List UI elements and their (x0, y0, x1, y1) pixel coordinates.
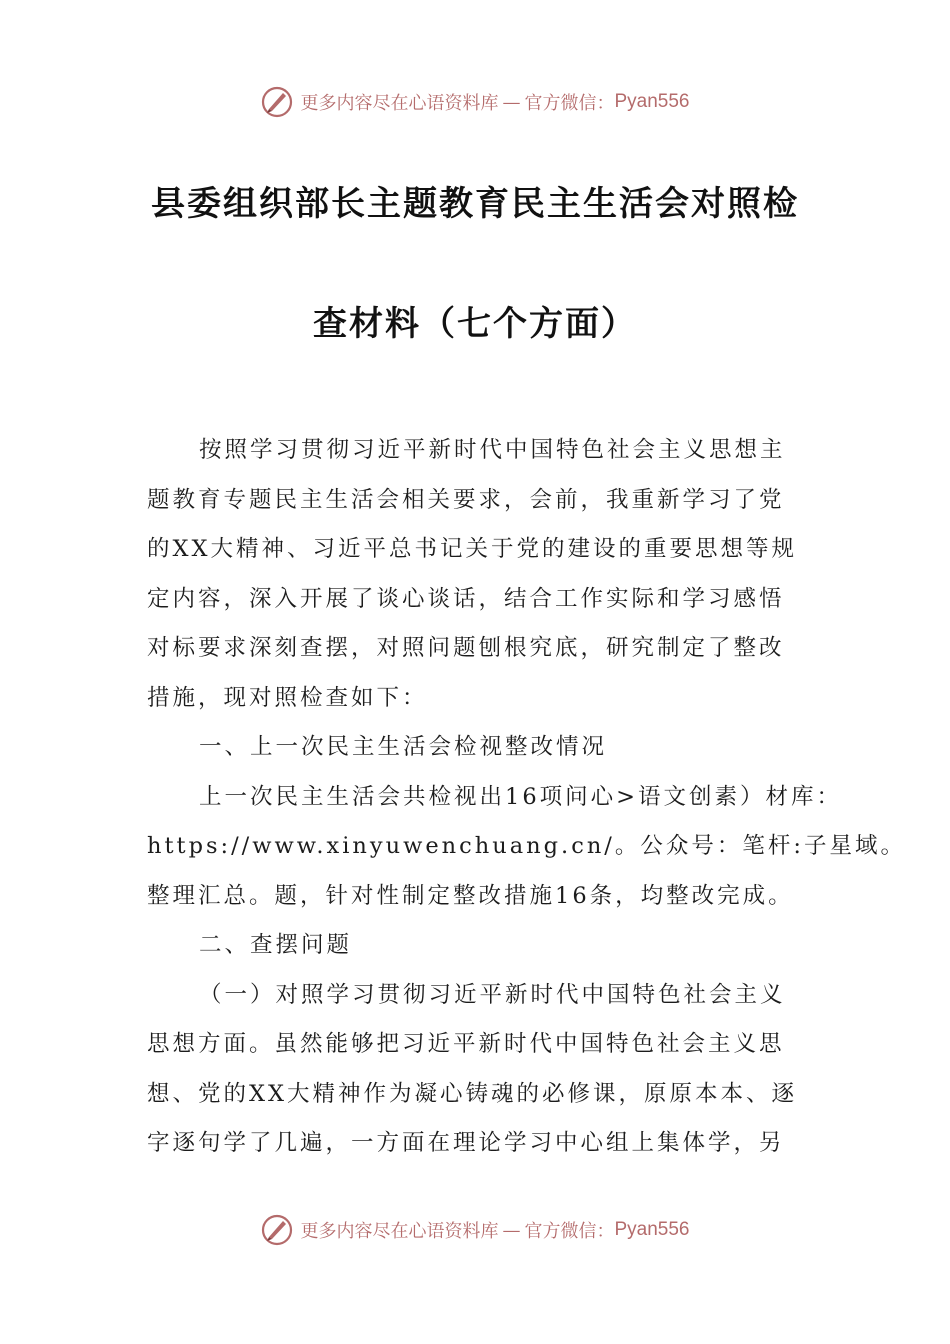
banner-wechat-id: Pyan556 (614, 1219, 690, 1240)
body-line: 题教育专题民主生活会相关要求，会前，我重新学习了党 (147, 486, 785, 513)
subsection-heading-1: （一）对照学习贯彻习近平新时代中国特色社会主义 (199, 981, 786, 1008)
body-line: 思想方面。虽然能够把习近平新时代中国特色社会主义思 (147, 1031, 785, 1057)
body-line: 的XX大精神、习近平总书记关于党的建设的重要思想等规 (147, 536, 798, 562)
banner-text: 更多内容尽在心语资料库 (300, 1221, 499, 1242)
body-line: 措施，现对照检查如下： (147, 684, 428, 711)
body-line-url: https://www.xinyuwenchuang.cn/。公众号：笔杆:子星域。 (147, 833, 906, 859)
banner-dash: — (502, 1219, 521, 1241)
banner-wechat-id: Pyan556 (614, 91, 690, 112)
document-body (147, 426, 906, 1169)
body-line: 按照学习贯彻习近平新时代中国特色社会主义思想主 (199, 437, 786, 463)
document-title-line-2: 查材料（七个方面） (313, 304, 637, 344)
pen-logo-icon (260, 85, 294, 119)
body-line: 对标要求深刻查摆，对照问题刨根究底，研究制定了整改 (147, 635, 785, 661)
banner-wechat-label: 官方微信： (524, 1221, 615, 1242)
banner-text: 更多内容尽在心语资料库 (300, 93, 499, 114)
header-banner (0, 82, 950, 122)
document-title-line-1: 县委组织部长主题教育民主生活会对照检 (151, 184, 799, 224)
section-heading-2: 二、查摆问题 (199, 932, 353, 958)
body-line: 整理汇总。题，针对性制定整改措施16条，均整改完成。 (147, 882, 794, 909)
body-line: 定内容，深入开展了谈心谈话，结合工作实际和学习感悟 (147, 585, 785, 612)
body-line: 想、党的XX大精神作为凝心铸魂的必修课，原原本本、逐 (147, 1080, 798, 1107)
body-line: 字逐句学了几遍，一方面在理论学习中心组上集体学，另 (147, 1130, 785, 1156)
section-heading-1: 一、上一次民主生活会检视整改情况 (199, 734, 608, 760)
banner-wechat-label: 官方微信： (524, 93, 615, 114)
footer-banner (0, 1210, 950, 1250)
body-line: 上一次民主生活会共检视出16项问心>语文创素）材库： (199, 783, 842, 810)
banner-dash: — (502, 91, 521, 113)
pen-logo-icon (260, 1213, 294, 1247)
